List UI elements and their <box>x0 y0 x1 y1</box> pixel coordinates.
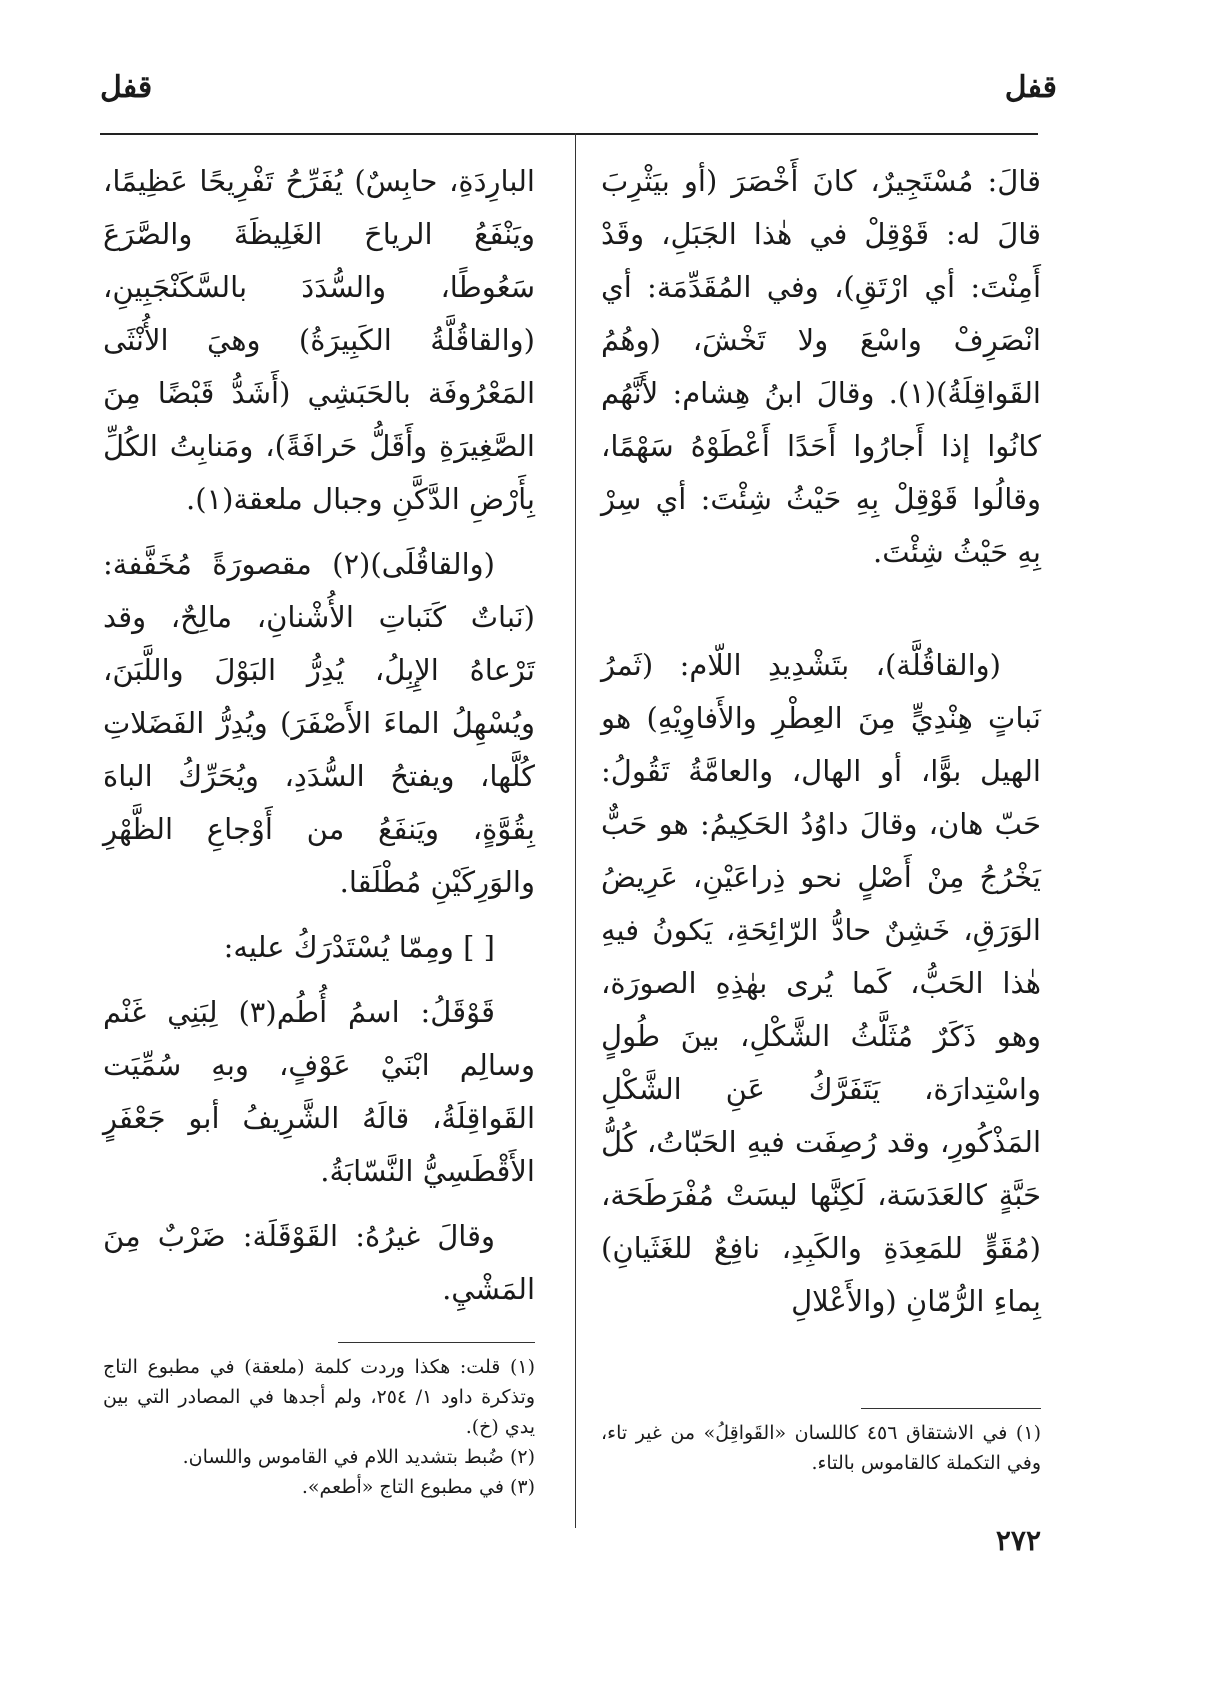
column-divider <box>575 133 576 1528</box>
paragraph-gap <box>601 579 1041 639</box>
left-footnote-3: (٣) في مطبوع التاج «أطعم». <box>301 1476 535 1498</box>
left-paragraph-2: (والقاقُلَى)(٢) مقصورَةً مُخَفَّفة: (نَباتٌ كَنَباتِ الأُشْنانِ، مالِحٌ، وقد تَرْعاهُ الإِبِلُ، يُدِرُّ البَوْلَ واللَّبَنَ، ويُسْهِلُ الماءَ الأَصْفَرَ) ويُدِرُّ الفَضَلاتِ كُلَّها، ويفتحُ السُّدَدِ، ويُحَرِّكُ الباهَ بِقُوَّةٍ، ويَنفَعُ من أَوْجاعِ الظَّهْرِ والوَرِكَيْنِ مُطْلَقا. <box>103 547 535 899</box>
left-paragraph-4: قَوْقَلُ: اسمُ أُطُم(٣) لِبَنِي غَنْم وسالِم ابْنَيْ عَوْفٍ، وبهِ سُمِّيَت القَواقِلَةُ، قالَهُ الشَّرِيفُ أبو جَعْفَرٍ الأَقْطَسِيُّ النَّسّابَةُ. <box>103 995 535 1188</box>
right-footnotes <box>601 1418 1041 1478</box>
right-paragraph-1: قالَ: مُسْتَجِيرٌ، كانَ أَخْصَرَ (أو بيَثْرِبَ قالَ له: قَوْقِلْ في هٰذا الجَبَلِ، وقَدْ أَمِنْتَ: أي ارْتَقِ)، وفي المُقَدِّمَة: أي انْصَرِفْ واسْعَ ولا تَخْشَ، (وهُمُ القَواقِلَةُ)(١). وقالَ ابنُ هِشام: لأَنَّهُم كانُوا إذا أَجارُوا أَحَدًا أَعْطَوْهُ سَهْمًا، وقالُوا قَوْقِلْ بِهِ حَيْثُ شِئْتَ: أي سِرْ بِهِ حَيْثُ شِئْتَ. <box>601 164 1041 569</box>
left-footnote-2: (٢) ضُبط بتشديد اللام في القاموس واللسان. <box>182 1446 535 1468</box>
right-footnote-1: (١) في الاشتقاق ٤٥٦ كاللسان «القَواقِلُ» من غير تاء، وفي التكملة كالقاموس بالتاء. <box>601 1422 1041 1474</box>
left-paragraph-1: البارِدَةِ، حابِسٌ) يُفَرِّحُ تَفْرِيحًا عَظِيمًا، ويَنْفَعُ الرياحَ الغَلِيظَةَ والصَّرَعَ سَعُوطًا، والسُّدَدَ بالسَّكَنْجَبِينِ، (والقاقُلَّةُ الكَبِيرَةُ) وهيَ الأُنْثَى المَعْرُوفَة بالحَبَشِي (أَشَدُّ قَبْضًا مِنَ الصَّغِيرَةِ وأَقَلُّ حَرافَةً)، ومَنابِتُ الكُلِّ بِأَرْضِ الدَّكَّنِ وجبال ملعقة(١). <box>103 164 535 516</box>
right-column <box>601 155 1041 1328</box>
left-paragraph-5: وقالَ غيرُهُ: القَوْقَلَة: ضَرْبٌ مِنَ المَشْيِ. <box>103 1219 535 1306</box>
right-paragraph-2: (والقاقُلَّة)، بتَشْدِيدِ اللّام: (ثَمرُ نَباتٍ هِنْدِيٍّ مِنَ العِطْرِ والأَفاوِيْهِ) هو الهيل بوًّا، أو الهال، والعامَّةُ تَقُولُ: حَبّ هان، وقالَ داوُدُ الحَكِيمُ: هو حَبٌّ يَخْرُجُ مِنْ أَصْلٍ نحو ذِراعَيْنِ، عَرِيضُ الوَرَقِ، خَشِنٌ حادُّ الرّائِحَةِ، يَكونُ فيهِ هٰذا الحَبُّ، كَما يُرى بهٰذِهِ الصورَة، وهو ذَكَرٌ مُثَلَّثُ الشَّكْلِ، بينَ طُولٍ واسْتِدارَة، يَتَفَرَّكُ عَنِ الشَّكْلِ المَذْكُورِ، وقد رُصِفَت فيهِ الحَبّاتُ، كُلُّ حَبَّةٍ كالعَدَسَة، لَكِنَّها ليسَتْ مُفْرَطَحَة، (مُقَوٍّ للمَعِدَةِ والكَبِدِ، نافِعٌ للغَثَيانِ) بِماءِ الرُّمّانِ (والأَعْلالِ <box>601 648 1041 1318</box>
running-header-left: قفل <box>100 70 153 105</box>
running-header-right: قفل <box>1004 70 1057 105</box>
left-footnotes <box>103 1352 535 1502</box>
left-footnote-1: (١) قلت: هكذا وردت كلمة (ملعقة) في مطبوع التاج وتذكرة داود ١/ ٢٥٤، ولم أجدها في المصادر التي بين يدي (خ). <box>103 1356 535 1438</box>
page-number: ٢٧٢ <box>995 1524 1041 1557</box>
left-column <box>103 155 535 1316</box>
right-footnote-rule <box>861 1408 1041 1409</box>
left-paragraph-3: [ ] ومِمّا يُسْتَدْرَكُ عليه: <box>223 930 495 964</box>
header-rule <box>100 133 1038 135</box>
left-footnote-rule <box>338 1342 535 1343</box>
